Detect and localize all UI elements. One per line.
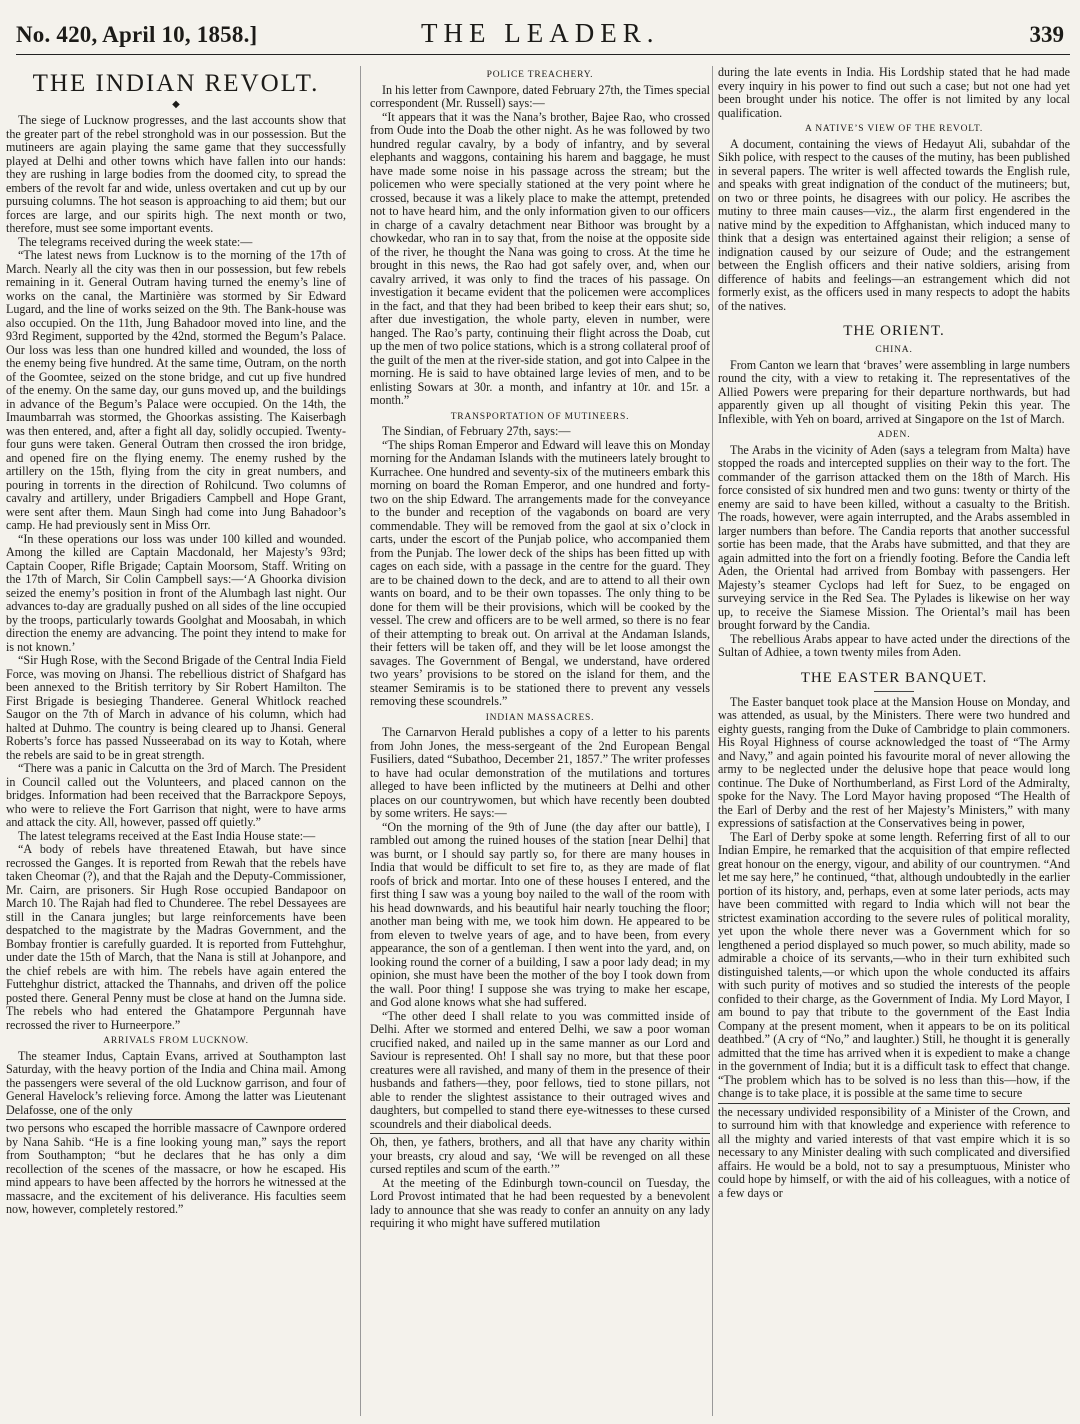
paragraph: In his letter from Cawnpore, dated February 27th, the Times special correspondent (Mr. Russell) says:—: [370, 82, 710, 110]
column-3: [718, 66, 1070, 1416]
paragraph: A document, containing the views of Hedayut Ali, subahdar of the Sikh police, with respect to the causes of the mutiny, has been published in several papers. The writer is well affected towards the English rule, and speaks with great indignation of the conduct of the mutineers; but, on two or three points, he disagrees with our policy. He ascribes the mutiny to three main causes—viz., the alarm first engendered in the native mind by the expedition to Affghanistan, which induced many to think that a design was entertained against their religion; a sense of indignation caused by our seizure of Oude; and the estrangement between the English officers and their native soldiers, arising from difference of habits and feelings—an estrangement which did not formerly exist, as the officers used in many respects to adopt the habits of the natives.: [718, 136, 1070, 313]
header-rule: [16, 54, 1070, 55]
section-subhead: ARRIVALS FROM LUCKNOW.: [103, 1036, 249, 1046]
section-subhead: ADEN.: [877, 430, 911, 440]
paragraph: The Earl of Derby spoke at some length. Referring first of all to our Indian Empire, he remarked that the acquisition of that empire reflected great honour on the energy, vigour, and ability of our countrymen. “And let me say here,” he continued, “that, although undoubtedly in the earlier portion of its history, and, perhaps, even at some later periods, acts may have been committed with regard to India which will not bear the strictest examination according to the severe rules of political morality, yet upon the whole there never was a Government which for so lengthened a period displayed so much power, so much ability, made so admirable a choice of its servants,—who in their turn exhibited such distinguished talents,—or which upon the whole conducted its affairs with such purity of motives and so studied the interests of the people confided to their charge, as the Government of India. My Lord Mayor, I am bound to pay that tribute to the government of the East India Company at the present moment, when it appears to be on its political deathbed.” (A cry of “No,” and laughter.) Still, he thought it is generally admitted that the time has arrived when it is expedient to make a change in the government of India; but it is a difficult task to effect that change. “The problem which has to be solved is no less than this—how, if the change is to take place, it is possible at the same time to secure: [718, 829, 1070, 1100]
fold-line: [718, 1103, 1070, 1104]
paragraph: Oh, then, ye fathers, brothers, and all that have any charity within your breasts, cry aloud and say, ‘We will be revenged on all these cursed reptiles and scum of the earth.’”: [370, 1135, 710, 1176]
section-subhead: POLICE TREACHERY.: [486, 70, 594, 80]
column-2: [370, 66, 710, 1416]
fold-line: [6, 1119, 346, 1120]
paragraph: “In these operations our loss was under 100 killed and wounded. Among the killed are Captain Macdonald, her Majesty’s 93rd; Captain Cooper, Rifle Brigade; Captain Moorsom, Staff. Writing on the 17th of March, Sir Colin Campbell says:—‘A Ghoorka division seized the enemy’s position in front of the Alumbagh last night. Our advances to-day are gradually pushed on all sides of the line occupied by the troops, particularly towards Goolghat and Moosabah, in which direction the enemy are advancing. The point they intend to make for is not known.’: [6, 531, 346, 654]
title-rule: [874, 691, 914, 692]
column-1: [6, 66, 346, 1416]
paragraph: At the meeting of the Edinburgh town-council on Tuesday, the Lord Provost intimated that he had been requested by a benevolent lady to announce that she was ready to confer an annuity on any lady requiring it who might have suffered mutilation: [370, 1175, 710, 1230]
fold-line: [370, 1133, 710, 1134]
paragraph: during the late events in India. His Lordship stated that he had made every inquiry in his power to find out such a case; but not one had yet been brought under his notice. The offer is not limited by any local qualification.: [718, 66, 1070, 120]
newspaper-title: THE LEADER.: [421, 18, 660, 48]
section-subhead: A NATIVE’S VIEW OF THE REVOLT.: [804, 124, 984, 134]
paragraph: The Carnarvon Herald publishes a copy of a letter to his parents from John Jones, the mess-sergeant of the 2nd European Bengal Fusiliers, dated “Subathoo, December 21, 1857.” The writer professes to have had ocular demonstration of the mutilations and tortures alleged to have been inflicted by the mutineers at Delhi and other places on our countrywomen, but which have recently been doubted by some writers. He says:—: [370, 725, 710, 820]
paragraph: two persons who escaped the horrible massacre of Cawnpore ordered by Nana Sahib. “He is a fine looking young man,” says the report from Southampton; “but he declares that he has only a dim recollection of the scenes of the massacre, or how he escaped. His mind appears to have been affected by the horrors he witnessed at the massacre, and the excitement of his deliverance. His faculties seem now, however, completely restored.”: [6, 1121, 346, 1216]
issue-date: No. 420, April 10, 1858.]: [16, 22, 258, 47]
paragraph: The steamer Indus, Captain Evans, arrived at Southampton last Saturday, with the heavy portion of the India and China mail. Among the passengers were several of the old Lucknow garrison, and four of General Havelock’s relieving force. Among the latter was Lieutenant Delafosse, one of the only: [6, 1048, 346, 1117]
paragraph: “Sir Hugh Rose, with the Second Brigade of the Central India Field Force, was moving on Jhansi. The rebellious district of Shafgard has been annexed to the British territory by Sir Robert Hamilton. The First Brigade is besieging Thanderee. General Whitlock reached Saugor on the 7th of March in advance of his column, which had halted at Duhmo. The country is being cleared up to Jhansi. General Roberts’s force has passed Nusseerabad on its way to Kotah, where the rebels are said to be in great strength.: [6, 653, 346, 762]
section-subhead: TRANSPORTATION OF MUTINEERS.: [450, 411, 630, 422]
page-number: 339: [1029, 22, 1064, 47]
paragraph: The rebellious Arabs appear to have acted under the directions of the Sultan of Adhiee, a town twenty miles from Aden.: [718, 631, 1070, 659]
section-subhead: INDIAN MASSACRES.: [485, 712, 595, 723]
paragraph: the necessary undivided responsibility of a Minister of the Crown, and to surround him with that knowledge and experience with reference to all the mighty and varied interests of that vast empire which it is so necessary to any Minister dealing with such complicated and diversified affairs. He would be a bold, not to say a presumptuous, Minister who could hope by himself, or with the aid of his colleagues, with a notice of a few days or: [718, 1104, 1070, 1200]
paragraph: “A body of rebels have threatened Etawah, but have since recrossed the Ganges. It is reported from Rewah that the rebels have taken Cheomar (?), and that the Rajah and the Deputy-Commissioner, Mr. Cairn, are prisoners. Sir Hugh Rose occupied Bandapoor on March 10. The Rajah had fled to Chunderee. The rebel Dessayees are still in the Canara jungles; but large reinforcements have been despatched to the magistrate by the Madras Government, and the Bombay frontier is carefully guarded. It is reported from Futtehghur, under date the 15th of March, that the Nana is still at Johanpore, and the chief rebels are with him. The rebels have again entered the Futtehghur district, attacked the Thannahs, and driven off the police posted there. General Penny must be close at hand on the Jumna side. The rebels who had entered the Ghatampore Pergunnah have recrossed the river to Hurneerpore.”: [6, 842, 346, 1032]
section-title: THE ORIENT.: [843, 323, 945, 339]
paragraph: From Canton we learn that ‘braves’ were assembling in large numbers round the city, with a view to retaking it. The representatives of the Allied Powers were preparing for their departure northwards, but had apparently given up all thought of visiting Pekin this year. The Inflexible, with Yeh on board, arrived at Singapore on the 1st of March.: [718, 357, 1070, 426]
paragraph: The Easter banquet took place at the Mansion House on Monday, and was attended, as usual, by the Ministers. There were two hundred and eighty guests, ranging from the Duke of Cambridge to plain commoners. His Royal Highness of course acknowledged the toast of “The Army and Navy,” and again pointed his favourite moral of never allowing the army to be neglected under the delusive hope that peace would long continue. The Duke of Northumberland, as First Lord of the Admiralty, spoke for the Navy. The Lord Mayor having proposed “The Health of the Earl of Derby and the rest of her Majesty’s Ministers,” with many expressions of satisfaction at the Conservatives being in power,: [718, 694, 1070, 830]
paragraph: “On the morning of the 9th of June (the day after our battle), I rambled out among the ruined houses of the station [near Delhi] that was burnt, or I should say partly so, for there are many houses in India that would be difficult to set fire to, as they are made of flat roofs of brick and mortar. Into one of these houses I entered, and the first thing I saw was a young boy nailed to the wall of the room with his head downwards, and his beautiful hair nearly touching the floor; another man being with me, we took him down. He appeared to be from eleven to twelve years of age, and to have been, from every appearance, the son of a gentleman. I then went into the yard, and, on looking round the corner of a building, I saw a poor lady dead; in my opinion, she must have been the mother of the boy I took down from the wall. Poor thing! I suppose she was trying to make her escape, and God alone knows what she had suffered.: [370, 819, 710, 1009]
column-divider: [360, 66, 361, 1416]
section-title: THE EASTER BANQUET.: [800, 669, 988, 686]
paragraph: The Arabs in the vicinity of Aden (says a telegram from Malta) have stopped the roads and intercepted supplies on their way to the fort. The commander of the garrison attacked them on the 18th of March. His force consisted of six hundred men and two guns: twenty or thirty of the enemy are said to have been killed, without a casualty to the British. The roads, however, were again interrupted, and the Arabs assembled in larger numbers than before. The Candia reports that another successful sortie has been made, that the Arabs have submitted, and that they are again admitted into the fort on a friendly footing. Before the Candia left Aden, the Oriental had arrived from Bombay with passengers. Her Majesty’s steamer Cyclops had left for Suez, to be engaged on surveying service in the Red Sea. The Pylades is likewise on her way up, to receive the Siamese Mission. The Oriental’s mail has been brought forward by the Candia.: [718, 442, 1070, 632]
article-title: THE INDIAN REVOLT.: [32, 70, 320, 97]
column-divider: [712, 66, 713, 1416]
paragraph: “The latest news from Lucknow is to the morning of the 17th of March. Nearly all the city was then in our possession, but few rebels remaining in it. General Outram having turned the enemy’s line of works on the canal, the Martinière was stormed by Sir Edward Lugard, and the line of works seized on the 9th. The Bank-house was also occupied. On the 11th, Jung Bahadoor moved into line, and the 93rd Regiment, supported by the 42nd, stormed the Begum’s Palace. Our loss was less than one hundred killed and wounded, the loss of the enemy being five hundred. At the same time, Outram, on the north of the Goomtee, seized on the stone bridge, and cut up five hundred of the enemy. On the same day, our guns moved up, and the buildings in advance of the Begum’s Palace were occupied. On the 14th, the Imaumbarrah was stormed, the Ghoorkas assisting. The Kaiserbagh was then entered, and, after a fight all day, solidly occupied. Twenty-four guns were taken. General Outram then crossed the iron bridge, and opened fire on the flying enemy. The enemy rushed by the artillery on the 15th, flying from the city in great numbers, and pouring in torrents in the direction of Rohilcund. Two columns of cavalry and artillery, under Brigadiers Campbell and Hope Grant, were sent after them. Maun Singh had come into Jung Bahadoor’s camp. He had previously sent in Miss Orr.: [6, 248, 346, 532]
ornament-icon: ◆: [172, 99, 180, 110]
paragraph: “The other deed I shall relate to you was committed inside of Delhi. After we stormed and entered Delhi, we saw a poor woman crucified naked, and nailed up in the same manner as our Lord and Saviour is represented. Oh! I shall say no more, but that these poor creatures were all ravished, and many of them in the presence of their husbands and fathers—they, poor fellows, tied to stone pillars, not able to render the slightest assistance to their outraged wives and daughters, but compelled to stand there eye-witnesses to these cursed scoundrels and their diabolical deeds.: [370, 1008, 710, 1131]
page-header: [16, 8, 1070, 52]
section-subhead: CHINA.: [875, 345, 913, 355]
paragraph: The Sindian, of February 27th, says:—: [382, 424, 571, 438]
paragraph: The latest telegrams received at the East India House state:—: [18, 828, 316, 843]
paragraph: The telegrams received during the week state:—: [18, 234, 253, 249]
paragraph: “It appears that it was the Nana’s brother, Bajee Rao, who crossed from Oude into the Doab the other night. As he was followed by two hundred regular cavalry, by a body of infantry, and by several elephants and waggons, containing his harem and baggage, he must have made some noise in his passage across the stream; but the policemen who were specially stationed at the very point where he crossed, because it was a likely place to make the attempt, pretended not to have heard him, and the only information given to our officers in charge of a cavalry detachment near Bithoor was brought by a chowkedar, who ran in to say that, from the noise at the opposite side of the river, he thought the Nana was going to cross. At the time he brought in this news, the Rao had got safely over, and, when our cavalry arrived, it was only to find the traces of his passage. On investigation it became evident that the policemen were accomplices in the fact, and that they had been bribed to keep their ears shut; so, after due investigation, the whole party, eleven in number, were hanged. The Rao’s party, continuing their flight across the Doab, cut up the men of two police stations, which is a strong collateral proof of the guilt of the men at the river-side station, and got into Calpee in the morning. He is said to have obtained large levies of men, and to be enlisting Sowars at 30r. a month, and infantry at 10r. and 15r. a month.”: [370, 109, 710, 407]
paragraph: “The ships Roman Emperor and Edward will leave this on Monday morning for the Andaman Islands with the mutineers lately brought to Kurrachee. One hundred and seventy-six of the mutineers embark this morning on board the Roman Emperor, and one hundred and forty-two on the ship Edward. The arrangements made for the conveyance to the bunder and reception of the vagabonds on board are very commendable. They will be removed from the gaol at six o’clock in carts, under the escort of the Punjab police, who accompanied them from the Punjab. The lower deck of the ships has been fitted up with cages on each side, with a passage in the centre for the guard. They are to be chained down to the deck, and are to attend to all their own wants on board, and to be their own topasses. The only thing to be done for them will be their provisions, which will be cooked by the vessel. The crew and officers are to be well armed, so there is no fear of their attempting to break out. On arrival at the Andaman Islands, their fetters will be taken off, and they will be let loose amongst the savages. The Government of Bengal, we understand, have ordered two years’ provisions to be stored on the island for them, and the steamer Semiramis is to be stationed there to prevent any vessels removing these scoundrels.”: [370, 437, 710, 708]
paragraph: The siege of Lucknow progresses, and the last accounts show that the greater part of the rebel stronghold was in our possession. But the mutineers are again playing the same game that they successfully played at Delhi and other towns which have fallen into our hands: they are rushing in large bodies from the doomed city, to spread the embers of the revolt far and wide, unless overtaken and cut up by our pursuing columns. The hot season is approaching to aid them; but our forces are large, and our spirits high. The next month or two, therefore, must see some important events.: [6, 113, 346, 235]
paragraph: “There was a panic in Calcutta on the 3rd of March. The President in Council called out the Volunteers, and placed cannon on the bridges. Information had been received that the Barrackpore Sepoys, who were to relieve the Fort Garrison that night, were to have arms and attack the city. All, however, passed off quietly.”: [6, 761, 346, 829]
